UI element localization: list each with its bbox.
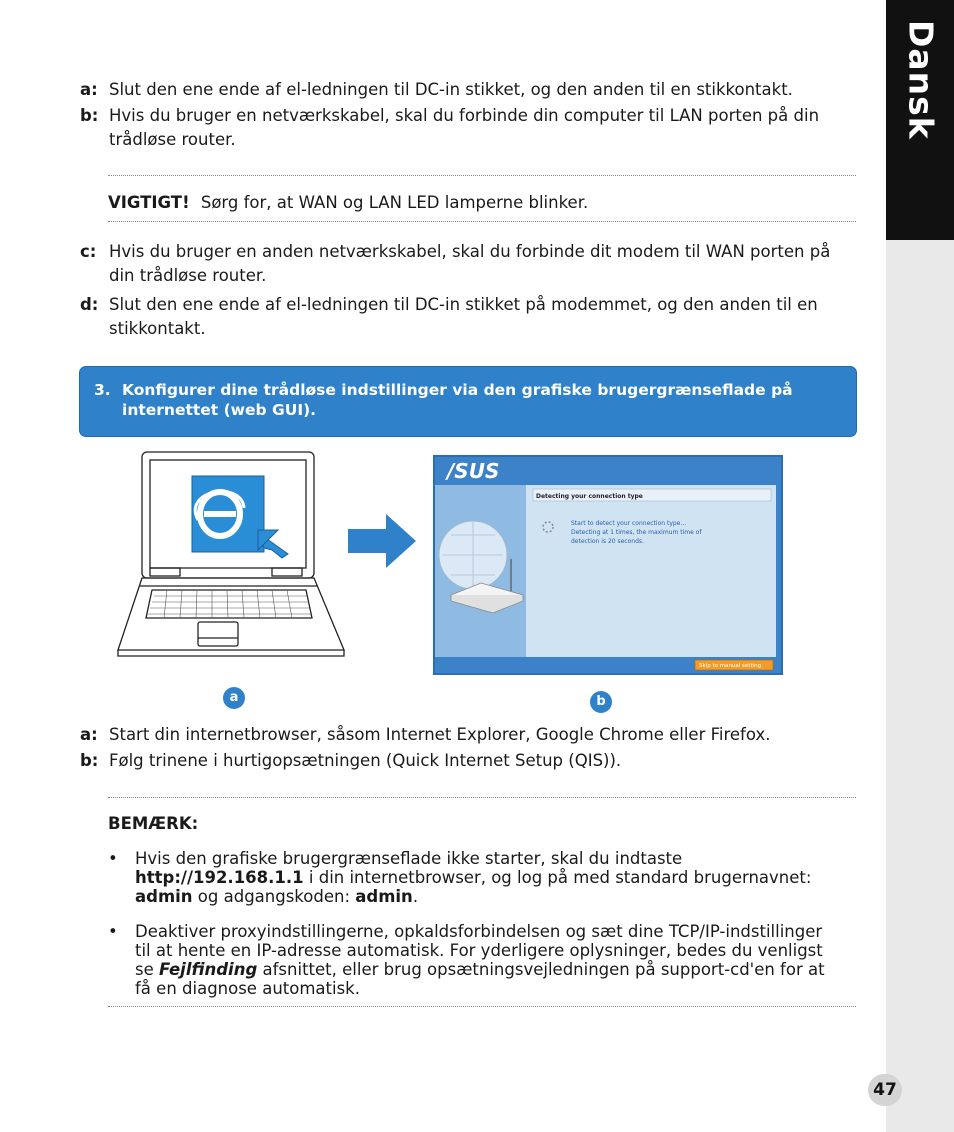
instruction-key: a: <box>80 725 98 744</box>
note-text: i din internetbrowser, og log på med standard brugernavnet: <box>303 868 812 887</box>
figure-badge-b: b <box>590 691 612 713</box>
bullet-dot: • <box>108 922 118 941</box>
step-number: 3. <box>94 381 111 399</box>
web-gui-screenshot <box>433 455 783 675</box>
router-url: http://192.168.1.1 <box>135 868 304 887</box>
instruction-text: Slut den ene ende af el-ledningen til DC-in stikket på modemmet, og den anden til en stikkontakt. <box>109 295 818 338</box>
important-label: VIGTIGT! <box>108 193 190 212</box>
note-text: Deaktiver proxyindstillingerne, opkaldsforbindelsen og sæt dine TCP/IP-indstillinger til at hente en IP-adresse automatisk. For yderligere oplysninger, bedes du venligst se <box>135 922 823 979</box>
figure-badge-a: a <box>223 687 245 709</box>
instruction-text: Hvis du bruger en netværkskabel, skal du forbinde din computer til LAN porten på din trådløse router. <box>109 106 820 149</box>
instruction-key: a: <box>80 80 98 99</box>
important-text: Sørg for, at WAN og LAN LED lamperne blinker. <box>200 193 589 212</box>
screenshot-line: detection is 20 seconds. <box>571 538 644 545</box>
screenshot-line: Detecting at 1 times, the maximum time of <box>571 529 702 536</box>
right-arrow-icon <box>346 512 418 570</box>
instruction-key: d: <box>80 295 99 314</box>
note-title: BEMÆRK: <box>108 814 199 833</box>
screenshot-line: Start to detect your connection type... <box>571 520 687 527</box>
important-note <box>108 191 588 215</box>
instruction-text: Hvis du bruger en anden netværkskabel, skal du forbinde dit modem til WAN porten på din trådløse router. <box>109 242 831 285</box>
laptop-illustration <box>112 450 356 662</box>
step-title: Konfigurer dine trådløse indstillinger via den grafiske brugergrænseflade på internettet (web GUI). <box>122 381 793 419</box>
instruction-b2 <box>80 749 860 773</box>
note-text: afsnittet, eller brug opsætningsvejledningen på support-cd'en for at få en diagnose automatisk. <box>135 960 825 998</box>
instruction-key: b: <box>80 751 99 770</box>
screenshot-panel-title: Detecting your connection type <box>536 493 643 500</box>
divider <box>108 175 856 176</box>
instruction-b <box>80 104 860 152</box>
instruction-text: Følg trinene i hurtigopsætningen (Quick Internet Setup (QIS)). <box>109 751 622 770</box>
instruction-text: Slut den ene ende af el-ledningen til DC-in stikket, og den anden til en stikkontakt. <box>109 80 793 99</box>
default-password: admin <box>355 887 413 906</box>
note-bullet-1 <box>108 849 833 906</box>
instruction-text: Start din internetbrowser, såsom Internet Explorer, Google Chrome eller Firefox. <box>109 725 771 744</box>
note-text: . <box>412 887 419 906</box>
instruction-key: b: <box>80 106 99 125</box>
note-text: Hvis den grafiske brugergrænseflade ikke starter, skal du indtaste <box>135 849 683 868</box>
page-number: 47 <box>868 1074 902 1106</box>
instruction-a2 <box>80 723 860 747</box>
divider <box>108 221 856 222</box>
instruction-c <box>80 240 860 288</box>
troubleshooting-link-text: Fejlfinding <box>159 960 258 979</box>
note-text: og adgangskoden: <box>192 887 356 906</box>
instruction-a <box>80 78 860 102</box>
divider <box>108 1006 856 1007</box>
step-header <box>79 366 857 437</box>
note-bullet-2 <box>108 922 833 998</box>
skip-button-label: Skip to manual setting <box>699 663 762 669</box>
bullet-dot: • <box>108 849 118 868</box>
asus-logo: /SUS <box>447 459 500 483</box>
instruction-d <box>80 293 860 341</box>
divider <box>108 797 856 798</box>
default-username: admin <box>135 887 193 906</box>
instruction-key: c: <box>80 242 97 261</box>
language-tab-label: Dansk <box>901 20 941 140</box>
